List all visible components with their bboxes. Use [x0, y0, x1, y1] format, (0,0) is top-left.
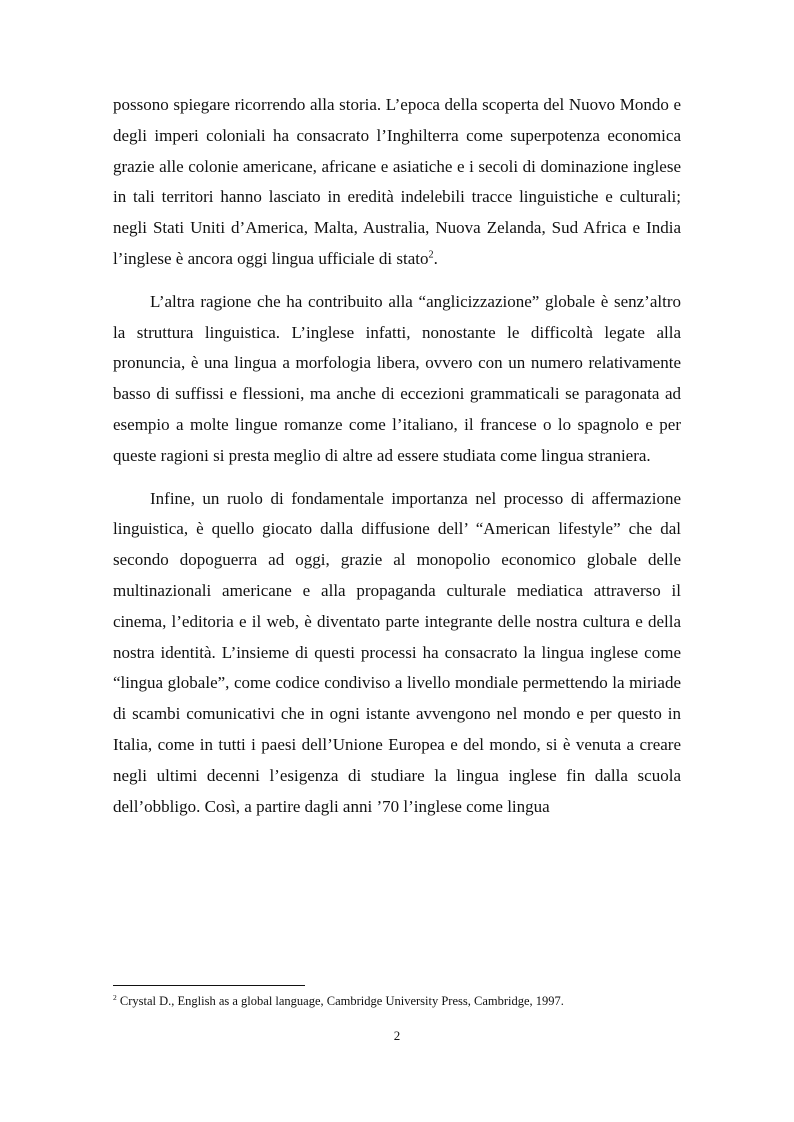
paragraph-1-text: possono spiegare ricorrendo alla storia. L’epoca della scoperta del Nuovo Mondo e degli imperi coloniali ha consacrato l’Inghilterra come superpotenza economica grazie alle colonie americane, africane e asiatiche e i secoli di dominazione inglese in tali territori hanno lasciato in eredità indelebili tracce linguistiche e culturali; negli Stati Uniti d’America, Malta, Australia, Nuova Zelanda, Sud Africa e India l’inglese è ancora oggi lingua ufficiale di stato: [113, 95, 681, 268]
paragraph-1: [113, 90, 681, 275]
paragraph-2: L’altra ragione che ha contribuito alla “anglicizzazione” globale è senz’altro la struttura linguistica. L’inglese infatti, nonostante le difficoltà legate alla pronuncia, è una lingua a morfologia libera, ovvero con un numero relativamente basso di suffissi e flessioni, ma anche di eccezioni grammaticali se paragonata ad esempio a molte lingue romanze come l’italiano, il francese o lo spagnolo e per queste ragioni si presta meglio di altre ad essere studiata come lingua straniera.: [113, 291, 681, 465]
document-body: [113, 90, 681, 834]
footnote-separator: [113, 985, 305, 986]
footnote-reference[interactable]: 2: [428, 249, 434, 261]
paragraph-1-tail: .: [433, 248, 438, 268]
footnote-marker: 2: [113, 992, 117, 1002]
footnote-text: Crystal D., English as a global language, Cambridge University Press, Cambridge, 1997.: [116, 994, 564, 1008]
page-number: 2: [393, 1028, 401, 1043]
footnote: [113, 993, 681, 1009]
paragraph-3: Infine, un ruolo di fondamentale importanza nel processo di affermazione linguistica, è quello giocato dalla diffusione dell’ “American lifestyle” che dal secondo dopoguerra ad oggi, grazie al monopolio economico globale delle multinazionali americane e alla propaganda culturale mediatica attraverso il cinema, l’editoria e il web, è diventato parte integrante delle nostra cultura e della nostra identità. L’insieme di questi processi ha consacrato la lingua inglese come “lingua globale”, come codice condiviso a livello mondiale permettendo la miriade di scambi comunicativi che in ogni istante avvengono nel mondo e per questo in Italia, come in tutti i paesi dell’Unione Europea e del mondo, si è venuta a creare negli ultimi decenni l’esigenza di studiare la lingua inglese fin dalla scuola dell’obbligo. Così, a partire dagli anni ’70 l’inglese come lingua: [113, 488, 681, 816]
